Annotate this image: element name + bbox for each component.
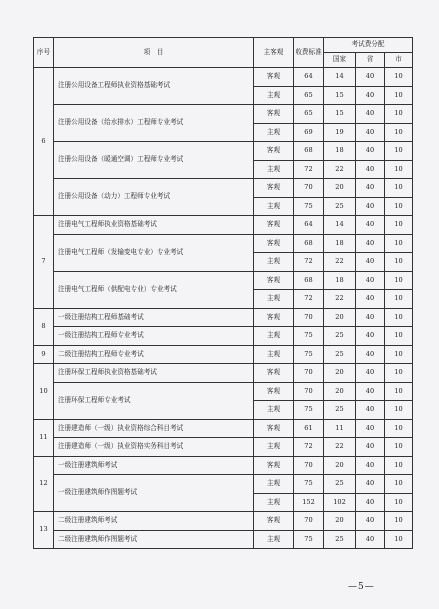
city-cell: 10 (385, 86, 413, 105)
province-cell: 40 (356, 364, 385, 383)
city-cell: 10 (385, 253, 413, 272)
table-body (34, 68, 413, 549)
type-cell: 主观 (254, 160, 294, 179)
type-cell: 主观 (254, 345, 294, 364)
table-row (34, 105, 413, 124)
national-cell: 14 (324, 216, 356, 235)
province-cell: 40 (356, 530, 385, 549)
type-cell: 客观 (254, 419, 294, 438)
table-row (34, 475, 413, 494)
national-cell: 20 (324, 308, 356, 327)
province-cell: 40 (356, 493, 385, 512)
fee-cell: 68 (294, 234, 324, 253)
fee-cell: 75 (294, 345, 324, 364)
type-cell: 客观 (254, 68, 294, 87)
fee-cell: 70 (294, 382, 324, 401)
fee-cell: 72 (294, 438, 324, 457)
city-cell: 10 (385, 271, 413, 290)
national-cell: 18 (324, 271, 356, 290)
item-cell: 注册公用设备工程师执业资格基础考试 (54, 68, 254, 105)
national-cell: 19 (324, 123, 356, 142)
item-cell: 一级注册结构工程师专业考试 (54, 327, 254, 346)
national-cell: 11 (324, 419, 356, 438)
province-cell: 40 (356, 345, 385, 364)
national-cell: 22 (324, 438, 356, 457)
fee-cell: 75 (294, 530, 324, 549)
type-cell: 主观 (254, 290, 294, 309)
city-cell: 10 (385, 419, 413, 438)
province-cell: 40 (356, 68, 385, 87)
table-row (34, 456, 413, 475)
city-cell: 10 (385, 382, 413, 401)
item-cell: 注册公用设备（给水排水）工程师专业考试 (54, 105, 254, 142)
table-row (34, 179, 413, 198)
type-cell: 主观 (254, 438, 294, 457)
type-cell: 客观 (254, 512, 294, 531)
city-cell: 10 (385, 512, 413, 531)
national-cell: 22 (324, 290, 356, 309)
type-cell: 客观 (254, 142, 294, 161)
city-cell: 10 (385, 493, 413, 512)
type-cell: 主观 (254, 86, 294, 105)
province-cell: 40 (356, 512, 385, 531)
city-cell: 10 (385, 327, 413, 346)
province-cell: 40 (356, 216, 385, 235)
province-cell: 40 (356, 179, 385, 198)
province-cell: 40 (356, 105, 385, 124)
type-cell: 客观 (254, 234, 294, 253)
item-cell: 注册环保工程师专业考试 (54, 382, 254, 419)
city-cell: 10 (385, 401, 413, 420)
table-row (34, 512, 413, 531)
seq-cell: 6 (34, 68, 54, 216)
type-cell: 客观 (254, 364, 294, 383)
item-cell: 一级注册结构工程师基础考试 (54, 308, 254, 327)
item-cell: 二级注册建筑师考试 (54, 512, 254, 531)
fee-cell: 70 (294, 512, 324, 531)
fee-cell: 64 (294, 68, 324, 87)
national-cell: 25 (324, 475, 356, 494)
national-cell: 22 (324, 160, 356, 179)
city-cell: 10 (385, 438, 413, 457)
national-cell: 14 (324, 68, 356, 87)
city-cell: 10 (385, 308, 413, 327)
province-cell: 40 (356, 271, 385, 290)
seq-cell: 12 (34, 456, 54, 512)
header-fee-standard: 收费标准 (294, 38, 324, 68)
national-cell: 20 (324, 512, 356, 531)
type-cell: 客观 (254, 382, 294, 401)
city-cell: 10 (385, 123, 413, 142)
fee-cell: 70 (294, 456, 324, 475)
seq-cell: 9 (34, 345, 54, 364)
header-province: 省 (356, 53, 385, 68)
province-cell: 40 (356, 86, 385, 105)
seq-cell: 13 (34, 512, 54, 549)
table-row (34, 327, 413, 346)
seq-cell: 7 (34, 216, 54, 309)
fee-cell: 72 (294, 253, 324, 272)
city-cell: 10 (385, 68, 413, 87)
city-cell: 10 (385, 105, 413, 124)
fee-cell: 69 (294, 123, 324, 142)
city-cell: 10 (385, 234, 413, 253)
seq-cell: 11 (34, 419, 54, 456)
item-cell: 注册电气工程师（发输变电专业）专业考试 (54, 234, 254, 271)
item-cell: 二级注册结构工程师专业考试 (54, 345, 254, 364)
city-cell: 10 (385, 290, 413, 309)
province-cell: 40 (356, 438, 385, 457)
type-cell: 主观 (254, 253, 294, 272)
type-cell: 主观 (254, 475, 294, 494)
type-cell: 客观 (254, 271, 294, 290)
national-cell: 15 (324, 86, 356, 105)
province-cell: 40 (356, 142, 385, 161)
national-cell: 25 (324, 530, 356, 549)
fee-cell: 65 (294, 105, 324, 124)
city-cell: 10 (385, 530, 413, 549)
header-seq: 序号 (34, 38, 54, 68)
national-cell: 20 (324, 364, 356, 383)
fee-cell: 75 (294, 475, 324, 494)
province-cell: 40 (356, 419, 385, 438)
table-row (34, 382, 413, 401)
fee-cell: 70 (294, 179, 324, 198)
national-cell: 22 (324, 253, 356, 272)
type-cell: 主观 (254, 401, 294, 420)
province-cell: 40 (356, 401, 385, 420)
table-row (34, 142, 413, 161)
table-row (34, 419, 413, 438)
type-cell: 客观 (254, 216, 294, 235)
header-type: 主客观 (254, 38, 294, 68)
type-cell: 客观 (254, 105, 294, 124)
city-cell: 10 (385, 179, 413, 198)
province-cell: 40 (356, 197, 385, 216)
national-cell: 25 (324, 401, 356, 420)
national-cell: 20 (324, 382, 356, 401)
type-cell: 主观 (254, 327, 294, 346)
seq-cell: 10 (34, 364, 54, 420)
type-cell: 客观 (254, 456, 294, 475)
province-cell: 40 (356, 290, 385, 309)
header-distribution: 考试费分配 (324, 38, 413, 53)
table-row (34, 364, 413, 383)
item-cell: 注册电气工程师执业资格基础考试 (54, 216, 254, 235)
header-national: 国家 (324, 53, 356, 68)
table-row (34, 345, 413, 364)
city-cell: 10 (385, 364, 413, 383)
national-cell: 25 (324, 345, 356, 364)
table-row (34, 271, 413, 290)
fee-cell: 70 (294, 364, 324, 383)
national-cell: 20 (324, 179, 356, 198)
type-cell: 客观 (254, 308, 294, 327)
fee-cell: 68 (294, 142, 324, 161)
type-cell: 客观 (254, 179, 294, 198)
item-cell: 一级注册建筑师考试 (54, 456, 254, 475)
fee-cell: 61 (294, 419, 324, 438)
type-cell: 主观 (254, 493, 294, 512)
national-cell: 102 (324, 493, 356, 512)
item-cell: 一级注册建筑师作图题考试 (54, 475, 254, 512)
type-cell: 主观 (254, 123, 294, 142)
province-cell: 40 (356, 160, 385, 179)
table-row (34, 438, 413, 457)
fee-cell: 75 (294, 327, 324, 346)
table-row (34, 530, 413, 549)
fee-cell: 65 (294, 86, 324, 105)
type-cell: 主观 (254, 530, 294, 549)
province-cell: 40 (356, 475, 385, 494)
national-cell: 20 (324, 456, 356, 475)
fee-cell: 75 (294, 401, 324, 420)
province-cell: 40 (356, 382, 385, 401)
fee-cell: 72 (294, 160, 324, 179)
table-row (34, 308, 413, 327)
item-cell: 注册公用设备（暖通空调）工程师专业考试 (54, 142, 254, 179)
type-cell: 主观 (254, 197, 294, 216)
national-cell: 15 (324, 105, 356, 124)
national-cell: 18 (324, 234, 356, 253)
city-cell: 10 (385, 160, 413, 179)
item-cell: 注册建造师（一级）执业资格实务科目考试 (54, 438, 254, 457)
national-cell: 18 (324, 142, 356, 161)
fee-cell: 70 (294, 308, 324, 327)
table-row (34, 216, 413, 235)
city-cell: 10 (385, 216, 413, 235)
seq-cell: 8 (34, 308, 54, 345)
fee-cell: 72 (294, 290, 324, 309)
item-cell: 注册环保工程师执业资格基础考试 (54, 364, 254, 383)
header-item: 项 目 (54, 38, 254, 68)
item-cell: 注册公用设备（动力）工程师专业考试 (54, 179, 254, 216)
province-cell: 40 (356, 327, 385, 346)
province-cell: 40 (356, 234, 385, 253)
city-cell: 10 (385, 345, 413, 364)
item-cell: 二级注册建筑师作图题考试 (54, 530, 254, 549)
city-cell: 10 (385, 197, 413, 216)
item-cell: 注册电气工程师（供配电专业）专业考试 (54, 271, 254, 308)
fee-cell: 68 (294, 271, 324, 290)
table-row (34, 234, 413, 253)
fee-cell: 152 (294, 493, 324, 512)
province-cell: 40 (356, 123, 385, 142)
item-cell: 注册建造师（一级）执业资格综合科目考试 (54, 419, 254, 438)
header-city: 市 (385, 53, 413, 68)
province-cell: 40 (356, 308, 385, 327)
city-cell: 10 (385, 475, 413, 494)
province-cell: 40 (356, 456, 385, 475)
city-cell: 10 (385, 456, 413, 475)
fee-cell: 75 (294, 197, 324, 216)
fee-cell: 64 (294, 216, 324, 235)
page-number: —5— (348, 582, 375, 592)
city-cell: 10 (385, 142, 413, 161)
table-row (34, 68, 413, 87)
province-cell: 40 (356, 253, 385, 272)
exam-fee-table (33, 37, 413, 549)
national-cell: 25 (324, 327, 356, 346)
national-cell: 25 (324, 197, 356, 216)
